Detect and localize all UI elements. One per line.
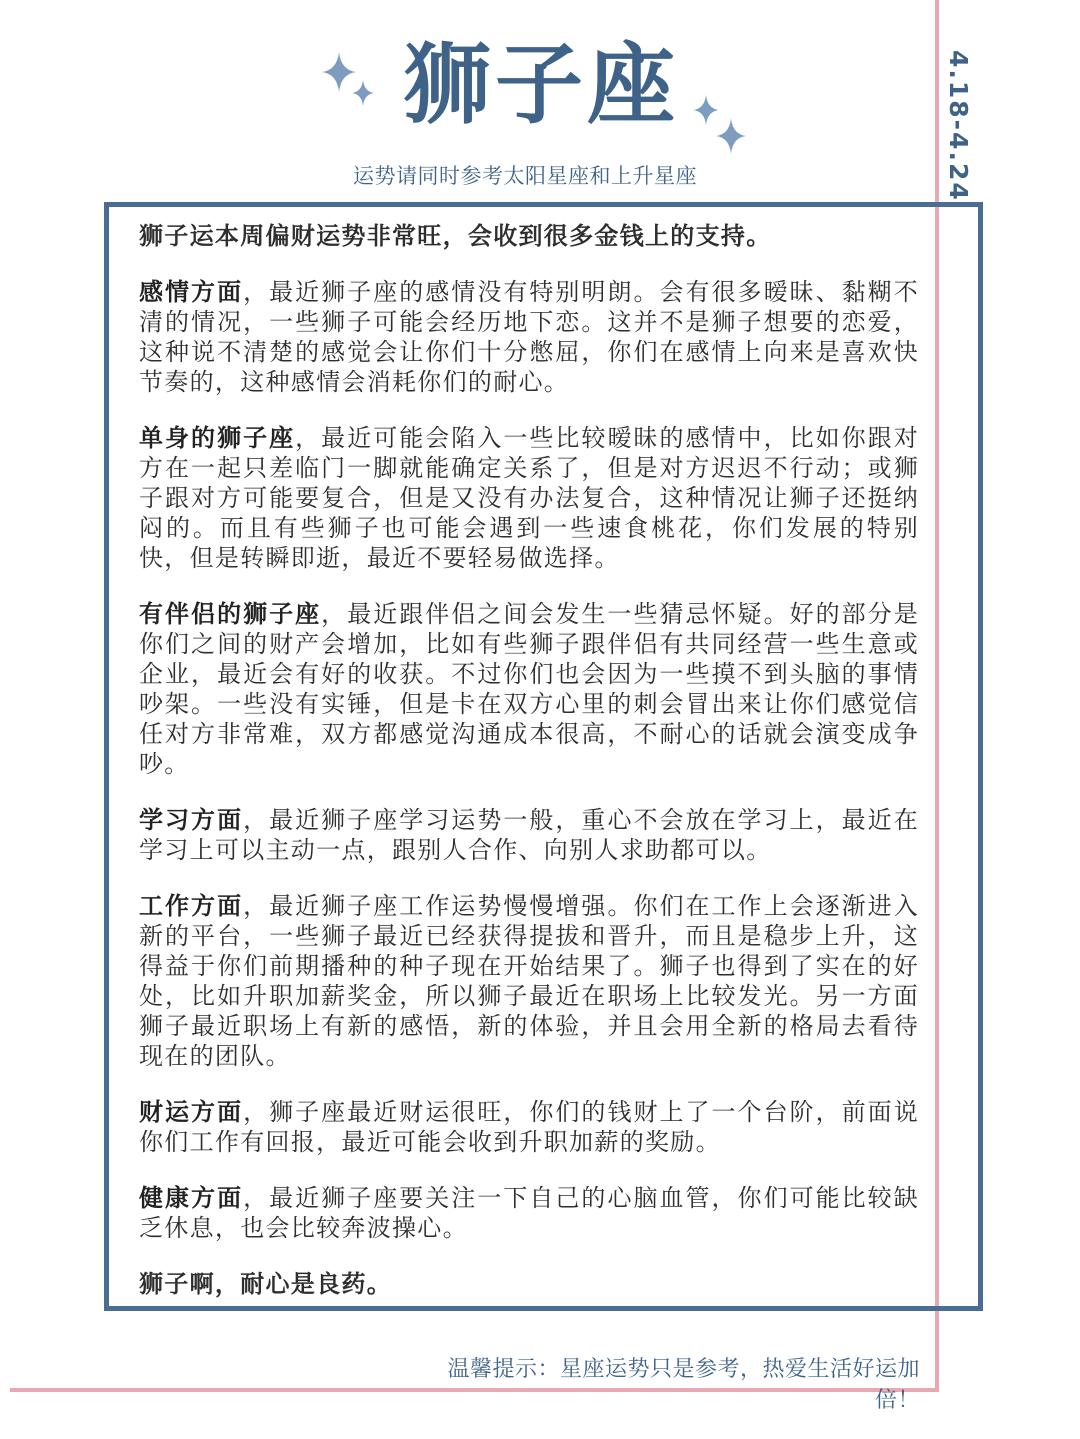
intro-text: 狮子运本周偏财运势非常旺，会收到很多金钱上的支持。	[139, 222, 772, 250]
subtitle: 运势请同时参考太阳星座和上升星座	[353, 164, 697, 188]
paragraph-closing	[139, 1269, 919, 1299]
content-card	[104, 202, 983, 1311]
paragraph-text: ，最近跟伴侣之间会发生一些猜忌怀疑。好的部分是你们之间的财产会增加，比如有些狮子跟伴侣有共同经营一些生意或企业，最近会有好的收获。不过你们也会因为一些摸不到头脑的事情吵架。一些没有实锤，但是卡在双方心里的刺会冒出来让你们感觉信任对方非常难，双方都感觉沟通成本很高，不耐心的话就会演变成争吵。	[139, 600, 919, 778]
sparkle-icon	[716, 118, 746, 154]
footer-tip: 温馨提示：星座运势只是参考，热爱生活好运加倍！	[447, 1357, 920, 1413]
paragraph-partner	[139, 599, 919, 779]
paragraph-lead: 学习方面	[139, 806, 244, 834]
closing-text: 狮子啊，耐心是良药。	[139, 1270, 392, 1298]
content-body	[139, 221, 919, 1325]
sparkle-icon	[322, 52, 356, 92]
paragraph-work	[139, 891, 919, 1071]
sparkle-icon	[352, 80, 374, 106]
paragraph-health	[139, 1183, 919, 1243]
paragraph-text: ，最近狮子座的感情没有特别明朗。会有很多暧昧、黏糊不清的情况，一些狮子可能会经历地下恋。这并不是狮子想要的恋爱，这种说不清楚的感觉会让你们十分憋屈，你们在感情上向来是喜欢快节奏的，这种感情会消耗你们的耐心。	[139, 278, 919, 396]
paragraph-lead: 有伴侣的狮子座	[139, 600, 322, 628]
paragraph-single	[139, 423, 919, 573]
paragraph-text: ，狮子座最近财运很旺，你们的钱财上了一个台阶，前面说你们工作有回报，最近可能会收到升职加薪的奖励。	[139, 1098, 919, 1156]
paragraph-love	[139, 277, 919, 397]
paragraph-text: ，最近狮子座要关注一下自己的心脑血管，你们可能比较缺乏休息，也会比较奔波操心。	[139, 1184, 919, 1242]
paragraph-lead: 工作方面	[139, 892, 244, 920]
page-title: 狮子座	[402, 33, 679, 136]
paragraph-text: ，最近可能会陷入一些比较暧昧的感情中，比如你跟对方在一起只差临门一脚就能确定关系了，但是对方迟迟不行动；或狮子跟对方可能要复合，但是又没有办法复合，这种情况让狮子还挺纳闷的。而且有些狮子也可能会遇到一些速食桃花，你们发展的特别快，但是转瞬即逝，最近不要轻易做选择。	[139, 424, 919, 572]
paragraph-text: ，最近狮子座工作运势慢慢增强。你们在工作上会逐渐进入新的平台，一些狮子最近已经获得提拔和晋升，而且是稳步上升，这得益于你们前期播种的种子现在开始结果了。狮子也得到了实在的好处，比如升职加薪奖金，所以狮子最近在职场上比较发光。另一方面狮子最近职场上有新的感悟，新的体验，并且会用全新的格局去看待现在的团队。	[139, 892, 919, 1070]
paragraph-lead: 单身的狮子座	[139, 424, 296, 452]
paragraph-wealth	[139, 1097, 919, 1157]
paragraph-study	[139, 805, 919, 865]
paragraph-lead: 感情方面	[139, 278, 244, 306]
paragraph-lead: 财运方面	[139, 1098, 244, 1126]
paragraph-intro	[139, 221, 919, 251]
paragraph-text: ，最近狮子座学习运势一般，重心不会放在学习上，最近在学习上可以主动一点，跟别人合作、向别人求助都可以。	[139, 806, 919, 864]
date-range: 4.18-4.24	[944, 50, 973, 202]
paragraph-lead: 健康方面	[139, 1184, 244, 1212]
